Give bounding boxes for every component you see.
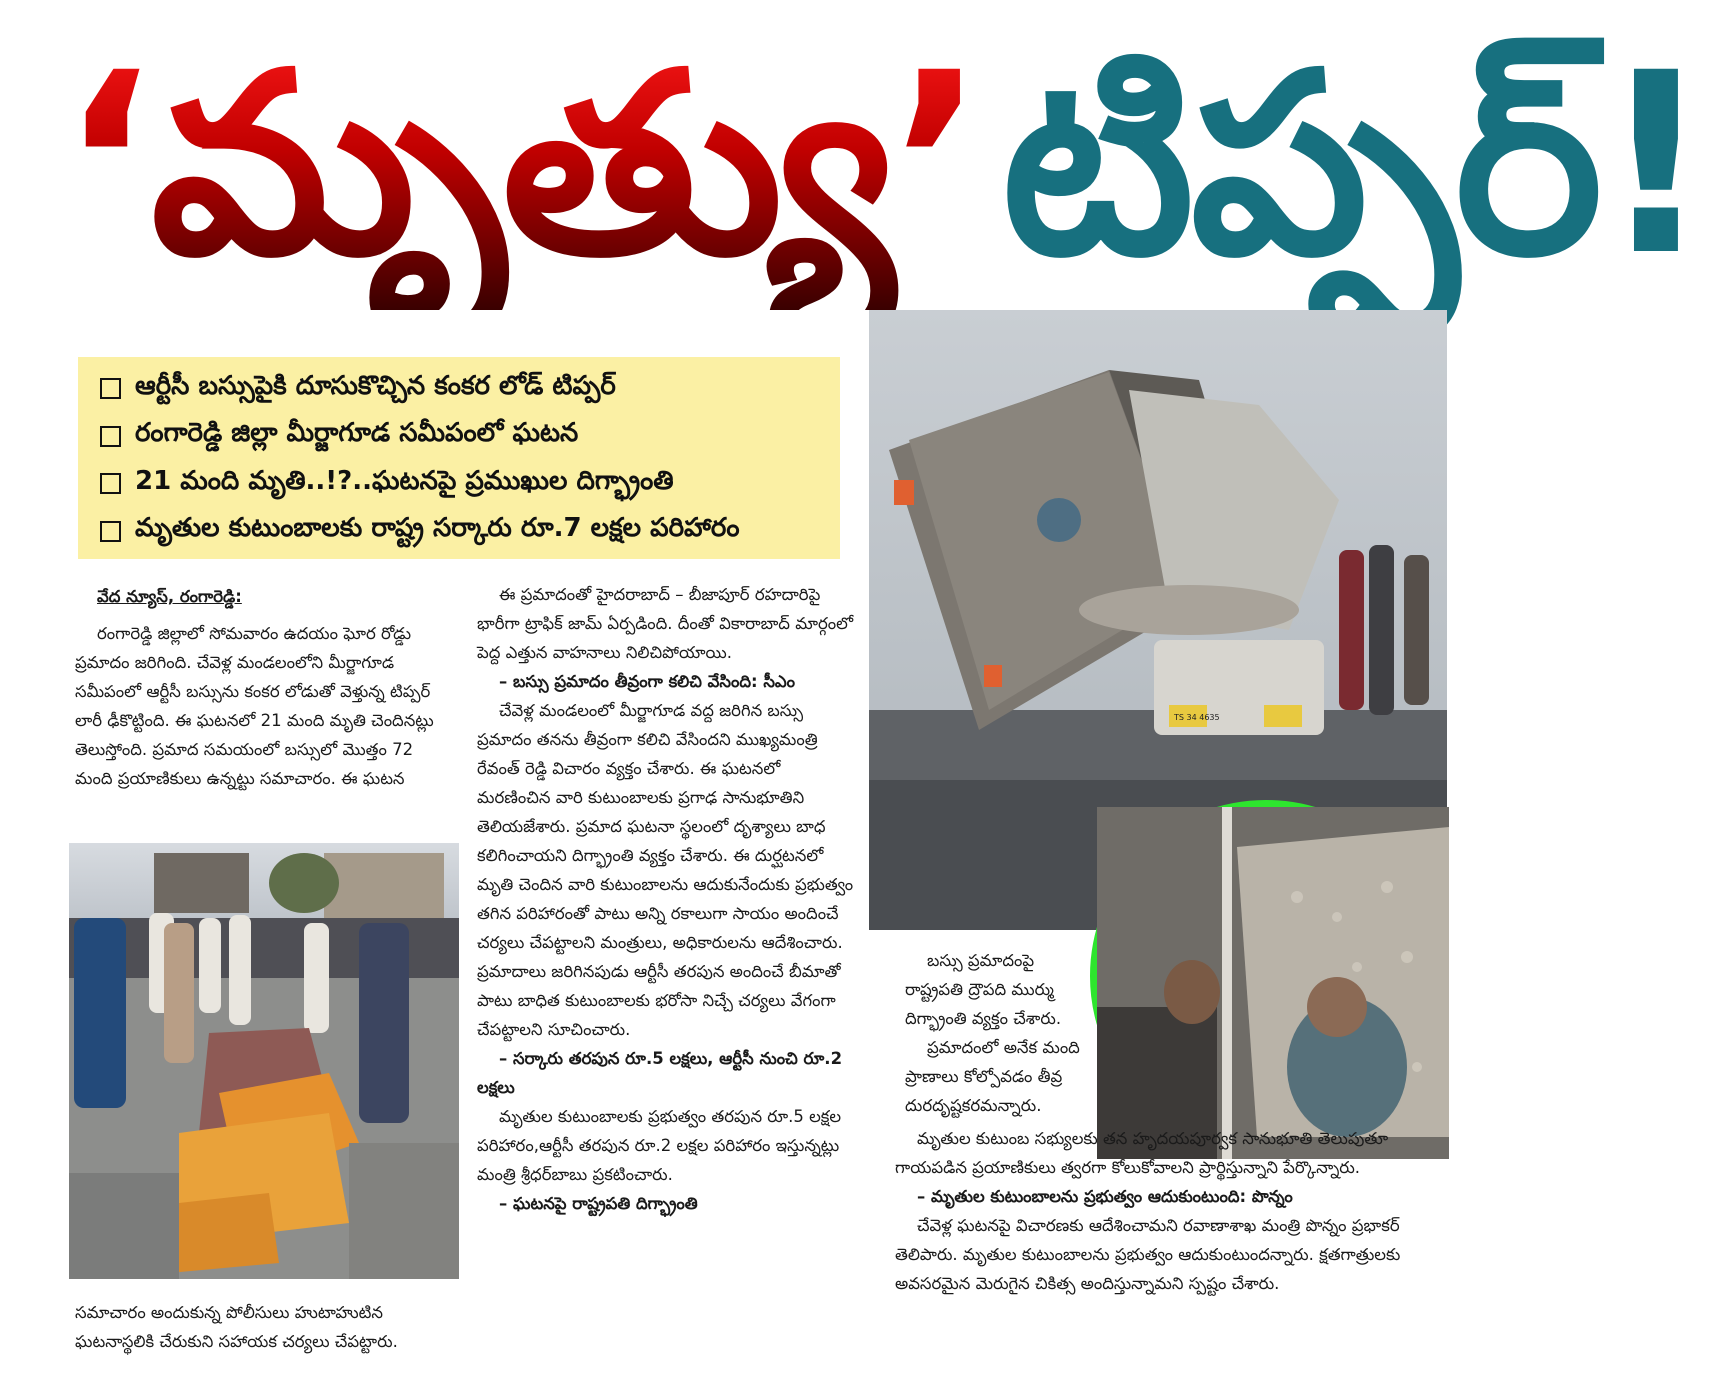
bus-interior-inset-photo: [1090, 800, 1442, 1152]
headline-part-teal: టిప్పర్!: [1001, 19, 1709, 310]
article-column-2: [477, 580, 855, 1340]
checkbox-square-icon: [100, 521, 121, 542]
sub-heading: – ఘటనపై రాష్ట్రపతి దిగ్భ్రాంతి: [499, 1194, 698, 1213]
checkbox-square-icon: [100, 473, 121, 494]
article-paragraph: మృతుల కుటుంబాలకు ప్రభుత్వం తరపున రూ.5 లక్షల పరిహారం,ఆర్టీసీ తరపున రూ.2 లక్షల పరిహారం ఇస్తున్నట్లు మంత్రి శ్రీధర్‌బాబు ప్రకటించారు.: [477, 1107, 842, 1184]
headline-part-red: ‘మృత్యు’: [60, 19, 982, 310]
sub-heading: – బస్సు ప్రమాదం తీవ్రంగా కలిచి వేసింది: సీఎం: [499, 672, 796, 691]
article-paragraph: మృతుల కుటుంబ సభ్యులకు తన హృదయపూర్వక సానుభూతి తెలుపుతూ గాయపడిన ప్రయాణికులు త్వరగా కోలుకోవాలని ప్రార్థిస్తున్నాని పేర్కొన్నారు.: [895, 1129, 1389, 1177]
article-paragraph: ప్రమాదంలో అనేక మంది ప్రాణాలు కోల్పోవడం తీవ్ర దురదృష్టకరమన్నారు.: [905, 1038, 1080, 1115]
article-column-3-bottom: [895, 1124, 1455, 1298]
highlights-box: [78, 357, 840, 559]
article-paragraph: రంగారెడ్డి జిల్లాలో సోమవారం ఉదయం ఘోర రోడ్డు ప్రమాదం జరిగింది. చేవెళ్ల మండలంలోని మీర్జాగూడ సమీపంలో ఆర్టీసీ బస్సును కంకర లోడుతో వెళ్తున్న టిప్పర్ లారీ ఢీకొట్టింది. ఈ ఘటనలో 21 మంది మృతి చెందినట్లు తెలుస్తోంది. ప్రమాద సమయంలో బస్సులో మొత్తం 72 మంది ప్రయాణికులు ఉన్నట్టు సమాచారం. ఈ ఘటన: [75, 624, 434, 788]
article-paragraph: చేవెళ్ల ఘటనపై విచారణకు ఆదేశించామని రవాణాశాఖ మంత్రి పొన్నం ప్రభాకర్ తెలిపారు. మృతుల కుటుంబాలను ప్రభుత్వం ఆదుకుంటుందన్నారు. క్షతగాత్రులకు అవసరమైన మెరుగైన చికిత్స అందిస్తున్నామని స్పష్టం చేశారు.: [895, 1216, 1401, 1293]
article-column-3-top: [905, 946, 1095, 1120]
highlight-item: 21 మంది మృతి..!?..ఘటనపై ప్రముఖుల దిగ్భ్రాంతి: [100, 460, 824, 508]
article-paragraph: ఈ ప్రమాదంతో హైదరాబాద్ – బీజాపూర్ రహదారిపై భారీగా ట్రాఫిక్ జామ్ ఏర్పడింది. దీంతో వికారాబాద్ మార్గంలో పెద్ద ఎత్తున వాహనాలు నిలిచిపోయాయి.: [477, 585, 854, 662]
highlight-item: రంగారెడ్డి జిల్లా మీర్జాగూడ సమీపంలో ఘటన: [100, 413, 824, 461]
article-paragraph: బస్సు ప్రమాదంపై రాష్ట్రపతి ద్రౌపది ముర్ము దిగ్భ్రాంతి వ్యక్తం చేశారు.: [905, 951, 1062, 1028]
article-column-1-top: [75, 582, 437, 837]
article-column-1-bottom: [75, 1298, 460, 1356]
highlight-item: మృతుల కుటుంబాలకు రాష్ట్ర సర్కారు రూ.7 లక్షల పరిహారం: [100, 508, 824, 556]
checkbox-square-icon: [100, 378, 121, 399]
highlight-item: ఆర్టీసీ బస్సుపైకి దూసుకొచ్చిన కంకర లోడ్ టిప్పర్: [100, 365, 824, 413]
sub-heading: – సర్కారు తరపున రూ.5 లక్షలు, ఆర్టీసీ నుంచి రూ.2 లక్షలు: [477, 1049, 843, 1097]
number-plate: TS 34 4635: [1174, 713, 1220, 722]
accident-scene-photo: [69, 843, 459, 1279]
headline: [60, 0, 1709, 355]
dateline: వేద న్యూస్, రంగారెడ్డి:: [97, 587, 242, 606]
article-paragraph: సమాచారం అందుకున్న పోలీసులు హుటాహుటిన ఘటనాస్థలికి చేరుకుని సహాయక చర్యలు చేపట్టారు.: [75, 1303, 398, 1351]
checkbox-square-icon: [100, 426, 121, 447]
sub-heading: – మృతుల కుటుంబాలను ప్రభుత్వం ఆదుకుంటుంది: పొన్నం: [917, 1187, 1293, 1206]
article-paragraph: చేవెళ్ల మండలంలో మీర్జాగూడ వద్ద జరిగిన బస్సు ప్రమాదం తనను తీవ్రంగా కలిచి వేసిందని ముఖ్యమంత్రి రేవంత్ రెడ్డి విచారం వ్యక్తం చేశారు. ఈ ఘటనలో మరణించిన వారి కుటుంబాలకు ప్రగాఢ సానుభూతిని తెలియజేశారు. ప్రమాద ఘటనా స్థలంలో దృశ్యాలు బాధ కలిగించాయని దిగ్భ్రాంతి వ్యక్తం చేశారు. ఈ దుర్ఘటనలో మృతి చెందిన వారి కుటుంబాలను ఆదుకునేందుకు ప్రభుత్వం తగిన పరిహారంతో పాటు అన్ని రకాలుగా సాయం అందించే చర్యలు చేపట్టాలని మంత్రులు, అధికారులను ఆదేశించారు. ప్రమాదాలు జరిగినపుడు ఆర్టీసీ తరపున అందించే బీమాతో పాటు బాధిత కుటుంబాలకు భరోసా నిచ్చే చర్యలు వేగంగా చేపట్టాలని సూచించారు.: [477, 701, 854, 1039]
